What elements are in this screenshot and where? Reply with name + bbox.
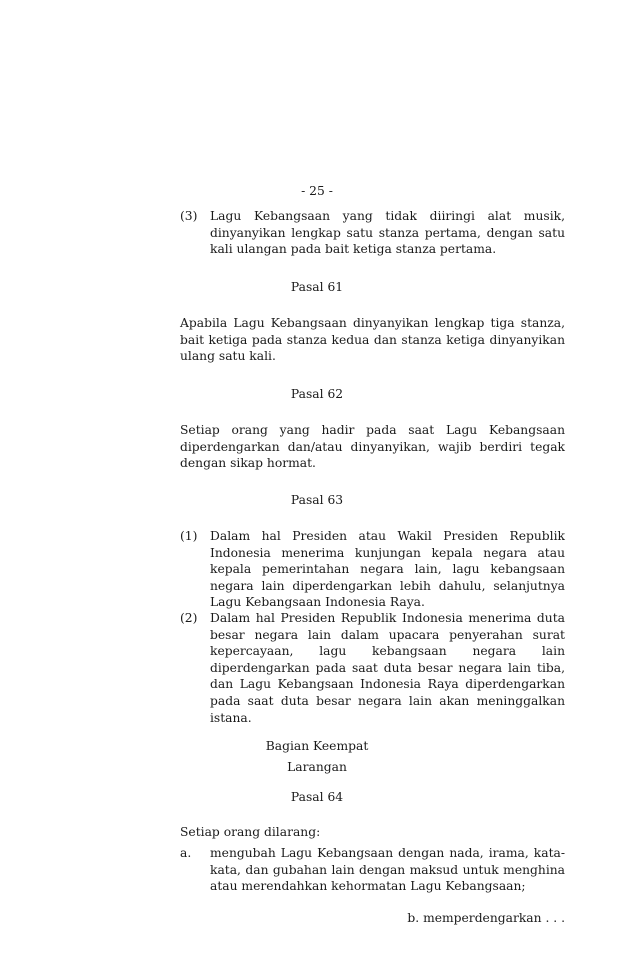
list-item-2 [180, 610, 565, 726]
list-item-1 [180, 528, 565, 611]
pasal-61-heading: Pasal 61 [290, 280, 344, 294]
section-subheading: Larangan [287, 760, 347, 774]
list-item-number: (1) [180, 529, 198, 543]
pasal-63-heading: Pasal 63 [290, 493, 344, 507]
pasal-64-intro: Setiap orang dilarang: [180, 825, 321, 839]
list-item-number: (3) [180, 209, 198, 223]
list-item-text: Dalam hal Presiden atau Wakil Presiden Republik Indonesia menerima kunjungan kepala negara atau kepala pemerintahan negara lain, lagu kebangsaan negara lain diperdengarkan lebih dahulu, selanjutnya Lagu Kebangsaan Indonesia Raya. [210, 529, 565, 610]
continuation-note: b. memperdengarkan . . . [407, 911, 565, 925]
list-item-text: Dalam hal Presiden Republik Indonesia menerima duta besar negara lain dalam upacara penyerahan surat kepercayaan, lagu kebangsaan negara lain diperdengarkan pada saat duta besar negara lain tiba, dan Lagu Kebangsaan Indonesia Raya diperdengarkan pada saat duta besar negara lain akan meninggalkan istana. [210, 611, 565, 725]
list-item-a [180, 845, 565, 895]
list-item-text: mengubah Lagu Kebangsaan dengan nada, irama, kata-kata, dan gubahan lain dengan maksud untuk menghina atau merendahkan kehormatan Lagu Kebangsaan; [210, 846, 565, 894]
pasal-62-heading: Pasal 62 [290, 387, 344, 401]
list-item-3 [180, 208, 565, 258]
list-item-number: (2) [180, 611, 198, 625]
page-number: - 25 - [301, 184, 333, 198]
pasal-61-text: Apabila Lagu Kebangsaan dinyanyikan lengkap tiga stanza, bait ketiga pada stanza kedua dan stanza ketiga dinyanyikan ulang satu kali. [180, 316, 565, 364]
pasal-64-heading: Pasal 64 [290, 790, 344, 804]
pasal-62-text: Setiap orang yang hadir pada saat Lagu Kebangsaan diperdengarkan dan/atau dinyanyikan, wajib berdiri tegak dengan sikap hormat. [180, 423, 565, 471]
list-item-text: Lagu Kebangsaan yang tidak diiringi alat musik, dinyanyikan lengkap satu stanza pertama, dengan satu kali ulangan pada bait ketiga stanza pertama. [210, 209, 565, 257]
section-heading: Bagian Keempat [265, 739, 369, 753]
list-item-number: a. [180, 846, 192, 860]
